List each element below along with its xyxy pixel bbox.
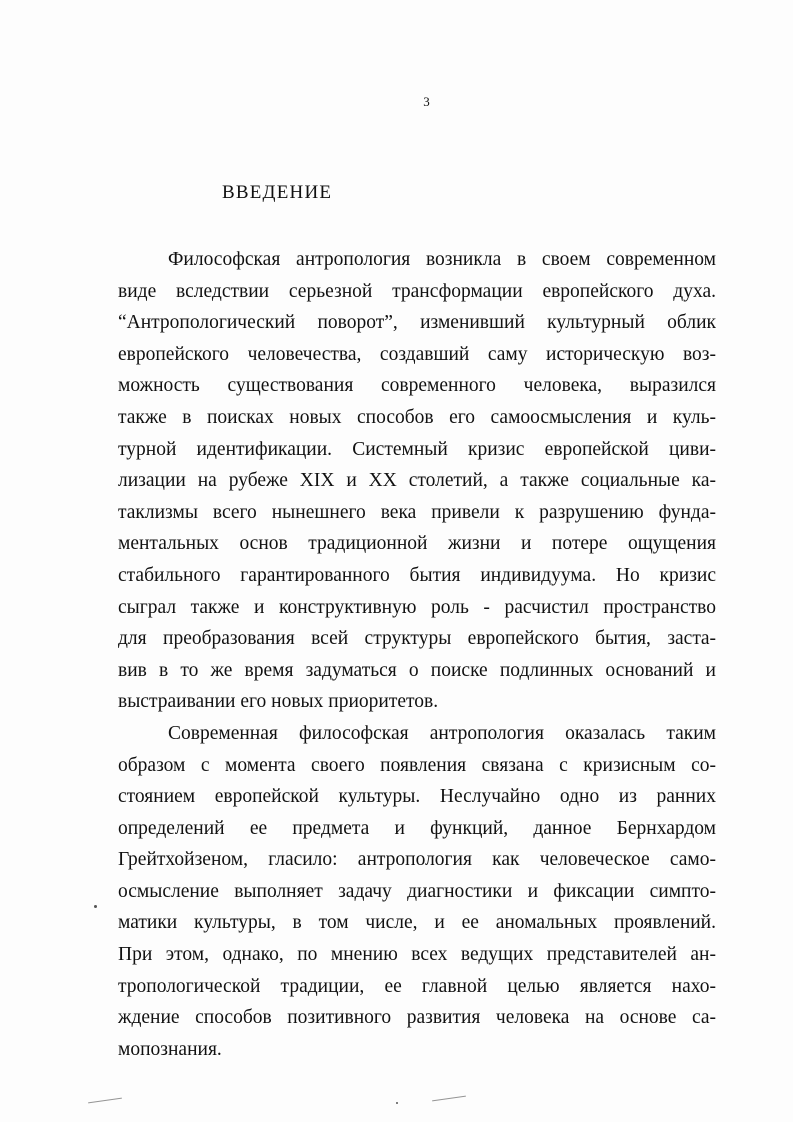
scan-speck — [396, 1102, 398, 1104]
paragraph-1-line: сыграл также и конструктивную роль - расчистил пространство — [118, 596, 716, 618]
paragraph-2-line: определений ее предмета и функций, данное Бернхардом — [118, 817, 716, 839]
paragraph-2-line: стоянием европейской культуры. Неслучайно одно из ранних — [118, 786, 716, 808]
paragraph-2-line: образом с момента своего появления связана с кризисным со- — [118, 754, 716, 776]
page-title: ВВЕДЕНИЕ — [222, 182, 333, 203]
paragraph-2-line: Современная философская антропология оказалась таким — [168, 722, 716, 744]
paragraph-1-line: виде вследствии серьезной трансформации европейского духа. — [118, 280, 716, 302]
scan-speck — [94, 905, 97, 908]
paragraph-1-line: европейского человечества, создавший саму историческую воз- — [118, 343, 716, 365]
paragraph-1-line: “Антропологический поворот”, изменивший культурный облик — [118, 312, 716, 334]
scan-smudge — [88, 1098, 122, 1104]
paragraph-1-line: также в поисках новых способов его самоосмысления и куль- — [118, 406, 716, 428]
paragraph-1-line: для преобразования всей структуры европейского бытия, застa- — [118, 628, 716, 650]
paragraph-1-line: можность существования современного человека, выразился — [118, 375, 716, 397]
paragraph-2-line: мопознания. — [118, 1038, 222, 1060]
paragraph-2-line: Грейтхойзеном, гласило: антропология как человеческое само- — [118, 849, 716, 871]
paragraph-2-line: осмысление выполняет задачу диагностики и фиксации симпто- — [118, 880, 716, 902]
paragraph-1-line: ментальных основ традиционной жизни и потере ощущения — [118, 533, 716, 555]
paragraph-2-line: При этом, однако, по мнению всех ведущих представителей ан- — [118, 944, 716, 966]
body-text — [118, 244, 716, 1065]
paragraph-2-line: матики культуры, в том числе, и ее аномальных проявлений. — [118, 912, 716, 934]
paragraph-1-line: стабильного гарантированного бытия индивидуума. Но кризис — [118, 564, 716, 586]
scan-smudge — [432, 1096, 466, 1102]
paragraph-1-line: Философская антропология возникла в своем современном — [168, 249, 716, 270]
paragraph-1-line: лизации на рубеже XIX и XX столетий, а также социальные ка- — [118, 470, 716, 492]
paragraph-1-line: турной идентификации. Системный кризис европейской циви- — [118, 438, 716, 460]
page-number: 3 — [423, 94, 430, 109]
paragraph-2-line: тропологической традиции, ее главной целью является нахо- — [118, 975, 716, 997]
paragraph-2-line: ждение способов позитивного развития человека на основе са- — [118, 1007, 716, 1029]
paragraph-1-line: выстраивании его новых приоритетов. — [118, 691, 439, 713]
paragraph-1-line: вив в то же время задуматься о поиске подлинных оснований и — [118, 659, 716, 681]
paragraph-1-line: таклизмы всего нынешнего века привели к разрушению фунда- — [118, 501, 716, 523]
